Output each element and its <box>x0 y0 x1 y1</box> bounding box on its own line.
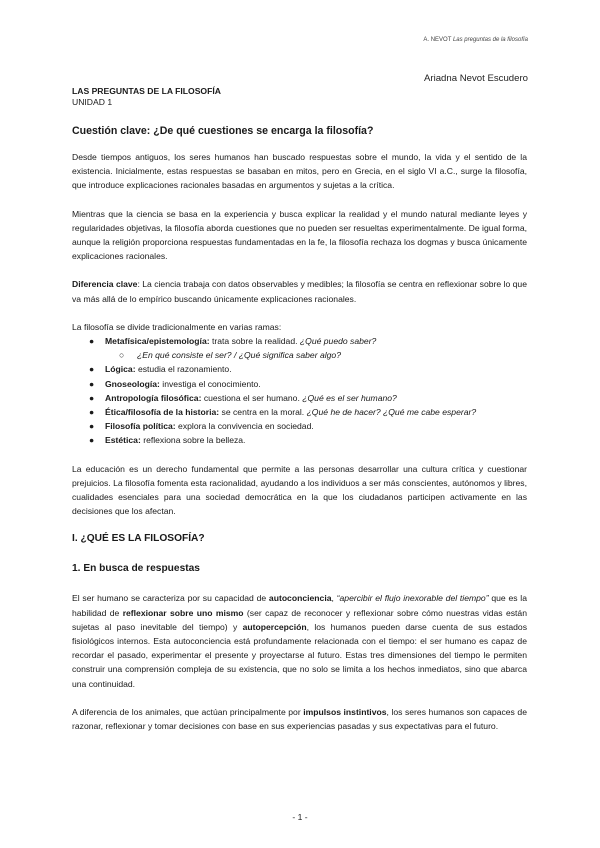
page-number: - 1 - <box>292 812 308 822</box>
branch-description: reflexiona sobre la belleza. <box>140 435 246 446</box>
branch-name: Estética: <box>105 435 141 446</box>
branch-question: ¿Qué puedo saber? <box>299 336 377 347</box>
list-item <box>72 334 527 348</box>
running-header-author: A. NEVOT <box>423 37 452 43</box>
running-header-title: Las preguntas de la filosofía <box>452 37 528 43</box>
branches-list <box>72 334 527 448</box>
branch-description: trata sobre la realidad. <box>209 336 300 347</box>
bullet-icon: ● <box>89 378 95 389</box>
paragraph-key-difference <box>72 277 527 305</box>
paragraph-intro: Desde tiempos antiguos, los seres humanos han buscado respuestas sobre el mundo, la vida y el sentido de la existencia. Inicialmente, estas respuestas se basaban en mitos, pero en Grecia, en el siglo VI a.C., surge la filosofía, que introduce explicaciones racionales basadas en argumentos y sujetas a la crítica. <box>72 152 527 191</box>
hollow-bullet-icon: ○ <box>119 350 125 361</box>
branch-question: ¿En qué consiste el ser? / ¿Qué significa saber algo? <box>137 350 341 361</box>
branch-description: investiga el conocimiento. <box>159 378 261 389</box>
running-header <box>423 37 528 43</box>
branch-name: Lógica: <box>105 364 136 375</box>
text-run: (ser capaz de reconocer y reflexionar sobre cómo nuestras vidas están sujetas al paso inevitable del tiempo) y <box>72 607 527 632</box>
quote-text: “apercibir el flujo inexorable del tiempo” <box>336 593 489 604</box>
subsection-heading: 1. En busca de respuestas <box>72 563 200 575</box>
text-run: A diferencia de los animales, que actúan principalmente por <box>72 706 304 717</box>
bullet-icon: ● <box>89 392 95 403</box>
list-item <box>72 391 527 405</box>
branches-intro: La filosofía se divide tradicionalmente en varias ramas: <box>72 321 282 332</box>
paragraph-self-awareness <box>72 591 527 690</box>
branch-name: Antropología filosófica: <box>105 392 202 403</box>
text-run: que es la habilidad de <box>72 593 527 618</box>
branch-description: explora la convivencia en sociedad. <box>175 421 314 432</box>
bullet-icon: ● <box>89 407 95 418</box>
branch-name: Gnoseología: <box>105 378 160 389</box>
list-item <box>72 377 527 391</box>
branch-description: se centra en la moral. <box>219 407 307 418</box>
section-heading: I. ¿QUÉ ES LA FILOSOFÍA? <box>72 533 205 545</box>
bullet-icon: ● <box>89 421 95 432</box>
bullet-icon: ● <box>89 364 95 375</box>
document-title: LAS PREGUNTAS DE LA FILOSOFÍA <box>72 86 221 96</box>
text-run: , los seres humanos son capaces de razonar, reflexionar y tomar decisiones con base en sus experiencias pasadas y sus expectativas para el futuro. <box>72 706 527 732</box>
branch-name: Filosofía política: <box>105 421 176 432</box>
text-run: , <box>331 593 337 604</box>
author-name: Ariadna Nevot Escudero <box>424 73 528 84</box>
branch-question: ¿Qué he de hacer? ¿Qué me cabe esperar? <box>306 407 477 418</box>
paragraph-education: La educación es un derecho fundamental que permite a las personas desarrollar una cultura crítica y cuestionar prejuicios. La filosofía fomenta esta racionalidad, ayudando a los individuos a ser más conscientes, autónomos y libres, cualidades esenciales para una sociedad democrática en la que los ciudadanos participen activamente en las decisiones que los afectan. <box>72 463 527 517</box>
branch-name: Ética/filosofía de la historia: <box>105 407 220 418</box>
main-content <box>72 86 527 747</box>
key-question: Cuestión clave: ¿De qué cuestiones se encarga la filosofía? <box>72 125 374 137</box>
list-item <box>72 419 527 433</box>
list-item <box>72 362 527 376</box>
key-difference-label: Diferencia clave <box>72 279 138 290</box>
bullet-icon: ● <box>89 435 95 446</box>
list-item <box>72 405 527 419</box>
list-item <box>72 433 527 447</box>
emphasis-term: reflexionar sobre uno mismo <box>122 607 244 618</box>
emphasis-term: autopercepción <box>242 621 307 632</box>
paragraph-science-religion: Mientras que la ciencia se basa en la experiencia y busca explicar la realidad y el mundo natural mediante leyes y regularidades objetivas, la filosofía aborda cuestiones que no pueden ser resueltas experimentalmente. De igual forma, aunque la religión proporciona respuestas fundamentadas en la fe, la filosofía rechaza los dogmas y busca únicamente explicaciones racionales. <box>72 208 527 262</box>
branch-question: ¿Qué es el ser humano? <box>302 392 397 403</box>
text-run: El ser humano se caracteriza por su capacidad de <box>72 593 269 604</box>
emphasis-term: impulsos instintivos <box>303 706 387 717</box>
paragraph-instincts <box>72 705 527 733</box>
unit-label: UNIDAD 1 <box>72 97 113 107</box>
emphasis-term: autoconciencia <box>268 593 332 604</box>
key-difference-text: : La ciencia trabaja con datos observables y medibles; la filosofía se centra en reflexionar sobre lo que va más allá de lo empírico buscando únicamente explicaciones racionales. <box>72 279 527 304</box>
branch-description: estudia el razonamiento. <box>135 364 232 375</box>
branch-description: cuestiona el ser humano. <box>201 392 303 403</box>
list-item <box>72 348 527 362</box>
text-run: , los humanos pueden darse cuenta de sus estados fisiológicos internos. Esta autoconciencia está profundamente relacionada con el tiempo: el ser humano es capaz de recordar el pasado, experimentar el presente y proyectarse al futuro. Estas tres dimensiones del tiempo le permiten construir una comprensión compleja de su existencia, que no solo se limita a los hechos inmediatos, sino que abarca una continuidad. <box>72 621 527 689</box>
bullet-icon: ● <box>89 336 95 347</box>
branch-name: Metafísica/epistemología: <box>105 336 210 347</box>
